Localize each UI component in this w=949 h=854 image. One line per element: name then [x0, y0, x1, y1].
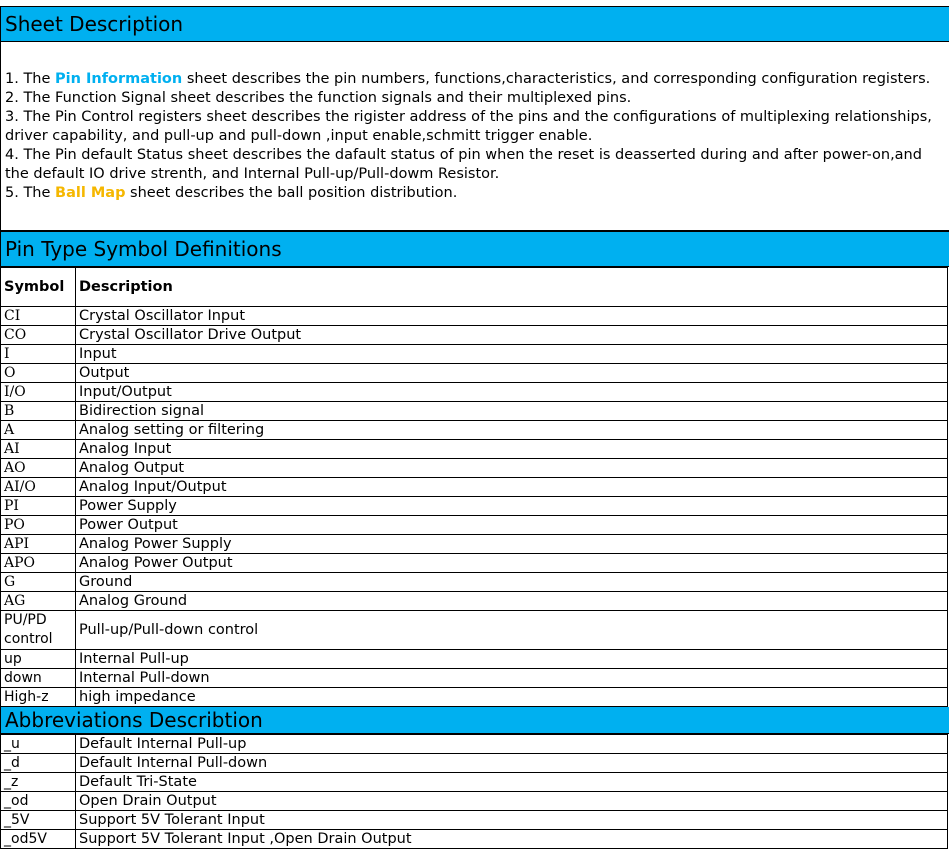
- description-cell[interactable]: Input: [76, 345, 948, 364]
- spreadsheet-sheet: [0, 6, 949, 854]
- abbreviations-title: Abbreviations Describtion: [5, 708, 263, 732]
- table-row: [1, 516, 948, 535]
- description-cell[interactable]: Analog setting or filtering: [76, 421, 948, 440]
- table-row: [1, 573, 948, 592]
- table-row: [1, 497, 948, 516]
- table-row: [1, 735, 948, 754]
- symbol-cell[interactable]: CI: [1, 307, 76, 326]
- symbol-cell[interactable]: AG: [1, 592, 76, 611]
- abbreviation-description-cell[interactable]: Support 5V Tolerant Input: [76, 811, 948, 830]
- description-cell[interactable]: Power Supply: [76, 497, 948, 516]
- description-cell[interactable]: Internal Pull-down: [76, 669, 948, 688]
- abbreviation-cell[interactable]: _5V: [1, 811, 76, 830]
- symbol-cell[interactable]: up: [1, 650, 76, 669]
- description-cell[interactable]: Power Output: [76, 516, 948, 535]
- pin-type-title: Pin Type Symbol Definitions: [5, 237, 282, 261]
- description-line-5: 5. The Ball Map sheet describes the ball position distribution.: [5, 185, 458, 201]
- table-row: [1, 421, 948, 440]
- symbol-column-header[interactable]: Symbol: [1, 268, 76, 307]
- table-row: [1, 669, 948, 688]
- symbol-cell[interactable]: B: [1, 402, 76, 421]
- abbreviation-cell[interactable]: _od: [1, 792, 76, 811]
- table-row: [1, 307, 948, 326]
- table-row: [1, 773, 948, 792]
- symbol-cell[interactable]: PO: [1, 516, 76, 535]
- table-row: [1, 811, 948, 830]
- table-row: [1, 326, 948, 345]
- table-header-row: [1, 268, 948, 307]
- description-line-3: 3. The Pin Control registers sheet describes the rigister address of the pins and the configurations of multiplexing relationships, driver capability, and pull-up and pull-down ,input enable,schmitt trigger enable.: [5, 109, 932, 144]
- abbreviation-description-cell[interactable]: Default Tri-State: [76, 773, 948, 792]
- table-row: [1, 611, 948, 650]
- symbol-cell[interactable]: High-z: [1, 688, 76, 707]
- symbol-cell[interactable]: PI: [1, 497, 76, 516]
- symbol-cell[interactable]: AI/O: [1, 478, 76, 497]
- table-row: [1, 364, 948, 383]
- description-cell[interactable]: Crystal Oscillator Input: [76, 307, 948, 326]
- abbreviation-description-cell[interactable]: Default Internal Pull-up: [76, 735, 948, 754]
- symbol-cell[interactable]: AO: [1, 459, 76, 478]
- description-cell[interactable]: Analog Output: [76, 459, 948, 478]
- description-line-4: 4. The Pin default Status sheet describes the dafault status of pin when the reset is deasserted during and after power-on,and the default IO drive strenth, and Internal Pull-up/Pull-dowm Resistor.: [5, 147, 922, 182]
- description-cell[interactable]: Analog Power Output: [76, 554, 948, 573]
- sheet-description-body[interactable]: [0, 42, 949, 231]
- table-row: [1, 383, 948, 402]
- symbol-cell[interactable]: API: [1, 535, 76, 554]
- table-row: [1, 792, 948, 811]
- description-cell[interactable]: Bidirection signal: [76, 402, 948, 421]
- abbreviation-cell[interactable]: _od5V: [1, 830, 76, 849]
- description-cell[interactable]: Analog Input: [76, 440, 948, 459]
- symbol-cell[interactable]: PU/PD control: [1, 611, 76, 650]
- sheet-description-title: Sheet Description: [5, 12, 184, 36]
- symbol-cell[interactable]: A: [1, 421, 76, 440]
- table-row: [1, 459, 948, 478]
- description-line-2: 2. The Function Signal sheet describes the function signals and their multiplexed pins.: [5, 90, 632, 106]
- description-cell[interactable]: Crystal Oscillator Drive Output: [76, 326, 948, 345]
- abbreviations-header[interactable]: [0, 707, 949, 734]
- symbol-cell[interactable]: CO: [1, 326, 76, 345]
- table-row: [1, 754, 948, 773]
- table-row: [1, 554, 948, 573]
- description-line-1: 1. The Pin Information sheet describes the pin numbers, functions,characteristics, and corresponding configuration registers.: [5, 71, 931, 87]
- sheet-description-header[interactable]: [0, 6, 949, 42]
- table-row: [1, 650, 948, 669]
- table-row: [1, 535, 948, 554]
- abbreviation-description-cell[interactable]: Open Drain Output: [76, 792, 948, 811]
- description-cell[interactable]: Analog Ground: [76, 592, 948, 611]
- abbreviation-description-cell[interactable]: Support 5V Tolerant Input ,Open Drain Output: [76, 830, 948, 849]
- abbreviation-cell[interactable]: _u: [1, 735, 76, 754]
- description-cell[interactable]: Pull-up/Pull-down control: [76, 611, 948, 650]
- pin-information-link: Pin Information: [55, 71, 183, 87]
- table-row: [1, 688, 948, 707]
- symbol-cell[interactable]: O: [1, 364, 76, 383]
- pin-type-table: [0, 267, 948, 707]
- symbol-cell[interactable]: G: [1, 573, 76, 592]
- symbol-cell[interactable]: I: [1, 345, 76, 364]
- description-cell[interactable]: Analog Power Supply: [76, 535, 948, 554]
- description-cell[interactable]: Output: [76, 364, 948, 383]
- symbol-cell[interactable]: down: [1, 669, 76, 688]
- table-row: [1, 478, 948, 497]
- symbol-cell[interactable]: I/O: [1, 383, 76, 402]
- table-row: [1, 592, 948, 611]
- description-cell[interactable]: high impedance: [76, 688, 948, 707]
- description-cell[interactable]: Analog Input/Output: [76, 478, 948, 497]
- table-row: [1, 830, 948, 849]
- description-cell[interactable]: Input/Output: [76, 383, 948, 402]
- abbreviations-table: [0, 734, 948, 849]
- description-cell[interactable]: Ground: [76, 573, 948, 592]
- symbol-cell[interactable]: AI: [1, 440, 76, 459]
- abbreviation-description-cell[interactable]: Default Internal Pull-down: [76, 754, 948, 773]
- ball-map-link: Ball Map: [55, 185, 126, 201]
- table-row: [1, 440, 948, 459]
- table-row: [1, 402, 948, 421]
- pin-type-header[interactable]: [0, 231, 949, 267]
- symbol-cell[interactable]: APO: [1, 554, 76, 573]
- table-row: [1, 345, 948, 364]
- description-column-header[interactable]: Description: [76, 268, 948, 307]
- abbreviation-cell[interactable]: _d: [1, 754, 76, 773]
- description-cell[interactable]: Internal Pull-up: [76, 650, 948, 669]
- abbreviation-cell[interactable]: _z: [1, 773, 76, 792]
